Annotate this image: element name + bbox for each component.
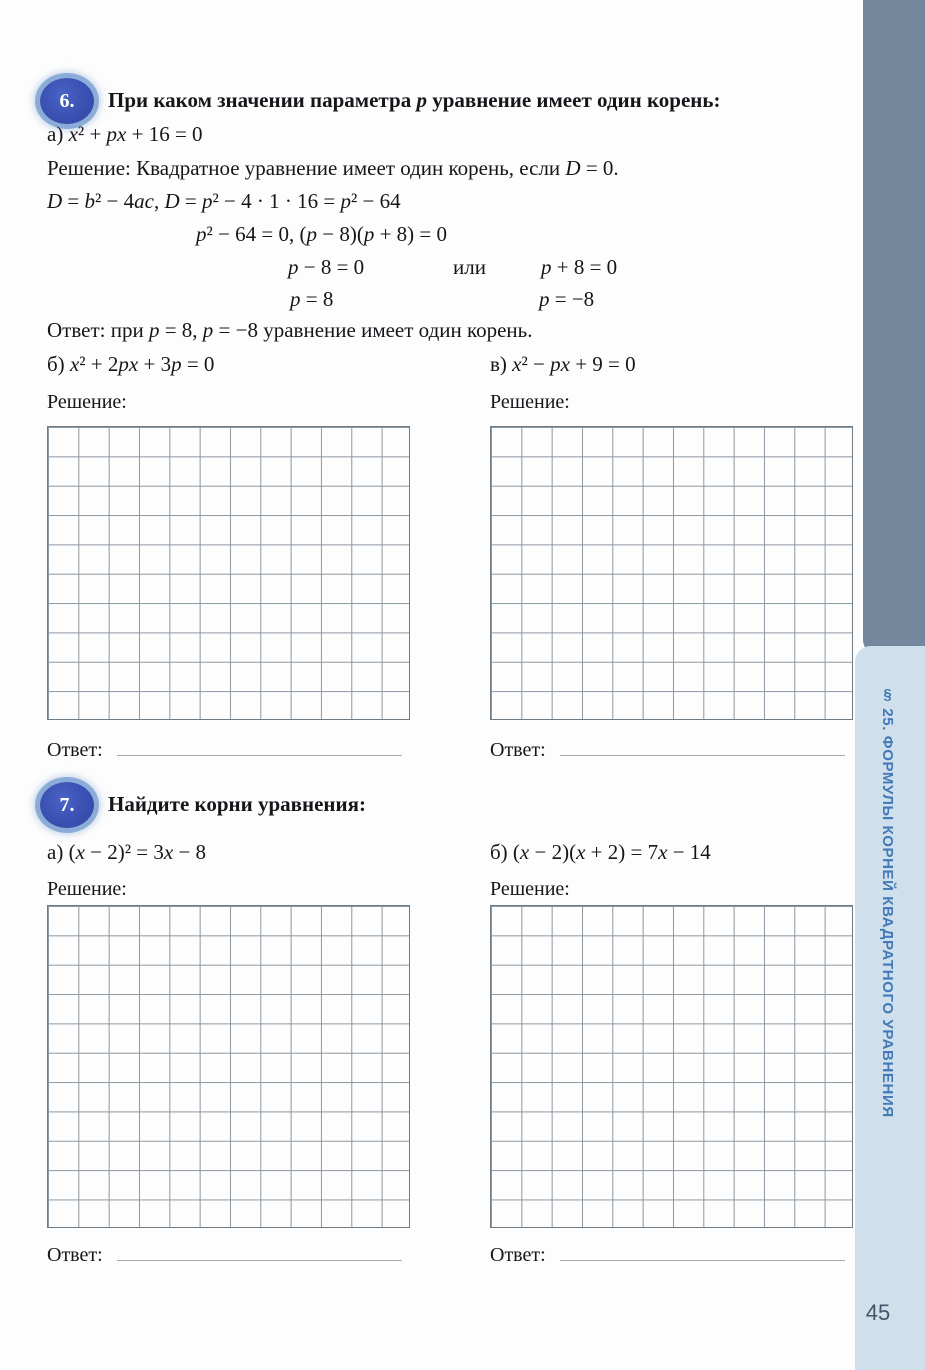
- p6v-solution-grid[interactable]: [490, 426, 853, 720]
- p7a-column: [47, 840, 411, 1280]
- section-tab: [855, 646, 925, 1370]
- p7a-answer-row: [47, 1242, 410, 1267]
- page-edge-strip: [863, 0, 925, 654]
- p6b-solution-label: Решение:: [47, 391, 127, 413]
- problem-6-title: При каком значении параметра p уравнение имеет один корень:: [108, 88, 721, 113]
- p6a-answer: Ответ: при p = 8, p = −8 уравнение имеет один корень.: [47, 318, 533, 342]
- p6a-equation: а) x² + px + 16 = 0: [47, 122, 203, 146]
- p7b-solution-grid[interactable]: [490, 905, 853, 1228]
- p6a-roots-line: [47, 287, 807, 315]
- problem-6-badge: 6.: [40, 78, 94, 124]
- problem-7-badge: 7.: [40, 782, 94, 828]
- p7b-answer-row: [490, 1242, 853, 1267]
- p6v-equation: в) x² − px + 9 = 0: [490, 352, 636, 376]
- p7a-equation: а) (x − 2)² = 3x − 8: [47, 840, 207, 864]
- p6a-case-right: p + 8 = 0: [541, 255, 618, 279]
- p6v-answer-blank[interactable]: [560, 737, 845, 756]
- p6a-case-line: [47, 255, 807, 283]
- p6b-solution-grid[interactable]: [47, 426, 410, 720]
- problem-7-title: Найдите корни уравнения:: [108, 792, 366, 817]
- p6b-answer-row: [47, 737, 410, 762]
- section-tab-label: § 25. ФОРМУЛЫ КОРНЕЙ КВАДРАТНОГО УРАВНЕНИЯ: [879, 686, 896, 1118]
- problem-6-header: [40, 78, 840, 124]
- p7b-answer-blank[interactable]: [560, 1242, 845, 1261]
- p7b-column: [490, 840, 854, 1280]
- p6v-answer-row: [490, 737, 853, 762]
- p7a-solution-label: Решение:: [47, 878, 127, 900]
- p6v-solution-label: Решение:: [490, 391, 570, 413]
- p6v-answer-label: Ответ:: [490, 739, 546, 761]
- p6b-answer-blank[interactable]: [117, 737, 402, 756]
- p6a-root-right: p = −8: [539, 287, 595, 311]
- p7a-answer-blank[interactable]: [117, 1242, 402, 1261]
- p6a-solution-intro: Решение: Квадратное уравнение имеет один корень, если D = 0.: [47, 156, 619, 180]
- p6b-column: [47, 352, 411, 772]
- p6v-column: [490, 352, 854, 772]
- p7b-answer-label: Ответ:: [490, 1244, 546, 1266]
- p6b-answer-label: Ответ:: [47, 739, 103, 761]
- p6a-root-left: p = 8: [290, 287, 334, 311]
- p6a-step1: D = b² − 4ac, D = p² − 4 · 1 · 16 = p² − 64: [47, 189, 401, 213]
- p6a-step2: p² − 64 = 0, (p − 8)(p + 8) = 0: [196, 222, 448, 246]
- problem-7-header: [40, 782, 840, 828]
- p6b-equation: б) x² + 2px + 3p = 0: [47, 352, 215, 376]
- p6a-case-left: p − 8 = 0: [288, 255, 365, 279]
- p6a-case-or: или: [453, 255, 486, 279]
- p7b-equation: б) (x − 2)(x + 2) = 7x − 14: [490, 840, 711, 864]
- page-number: 45: [865, 1300, 891, 1325]
- p7a-solution-grid[interactable]: [47, 905, 410, 1228]
- p7a-answer-label: Ответ:: [47, 1244, 103, 1266]
- p7b-solution-label: Решение:: [490, 878, 570, 900]
